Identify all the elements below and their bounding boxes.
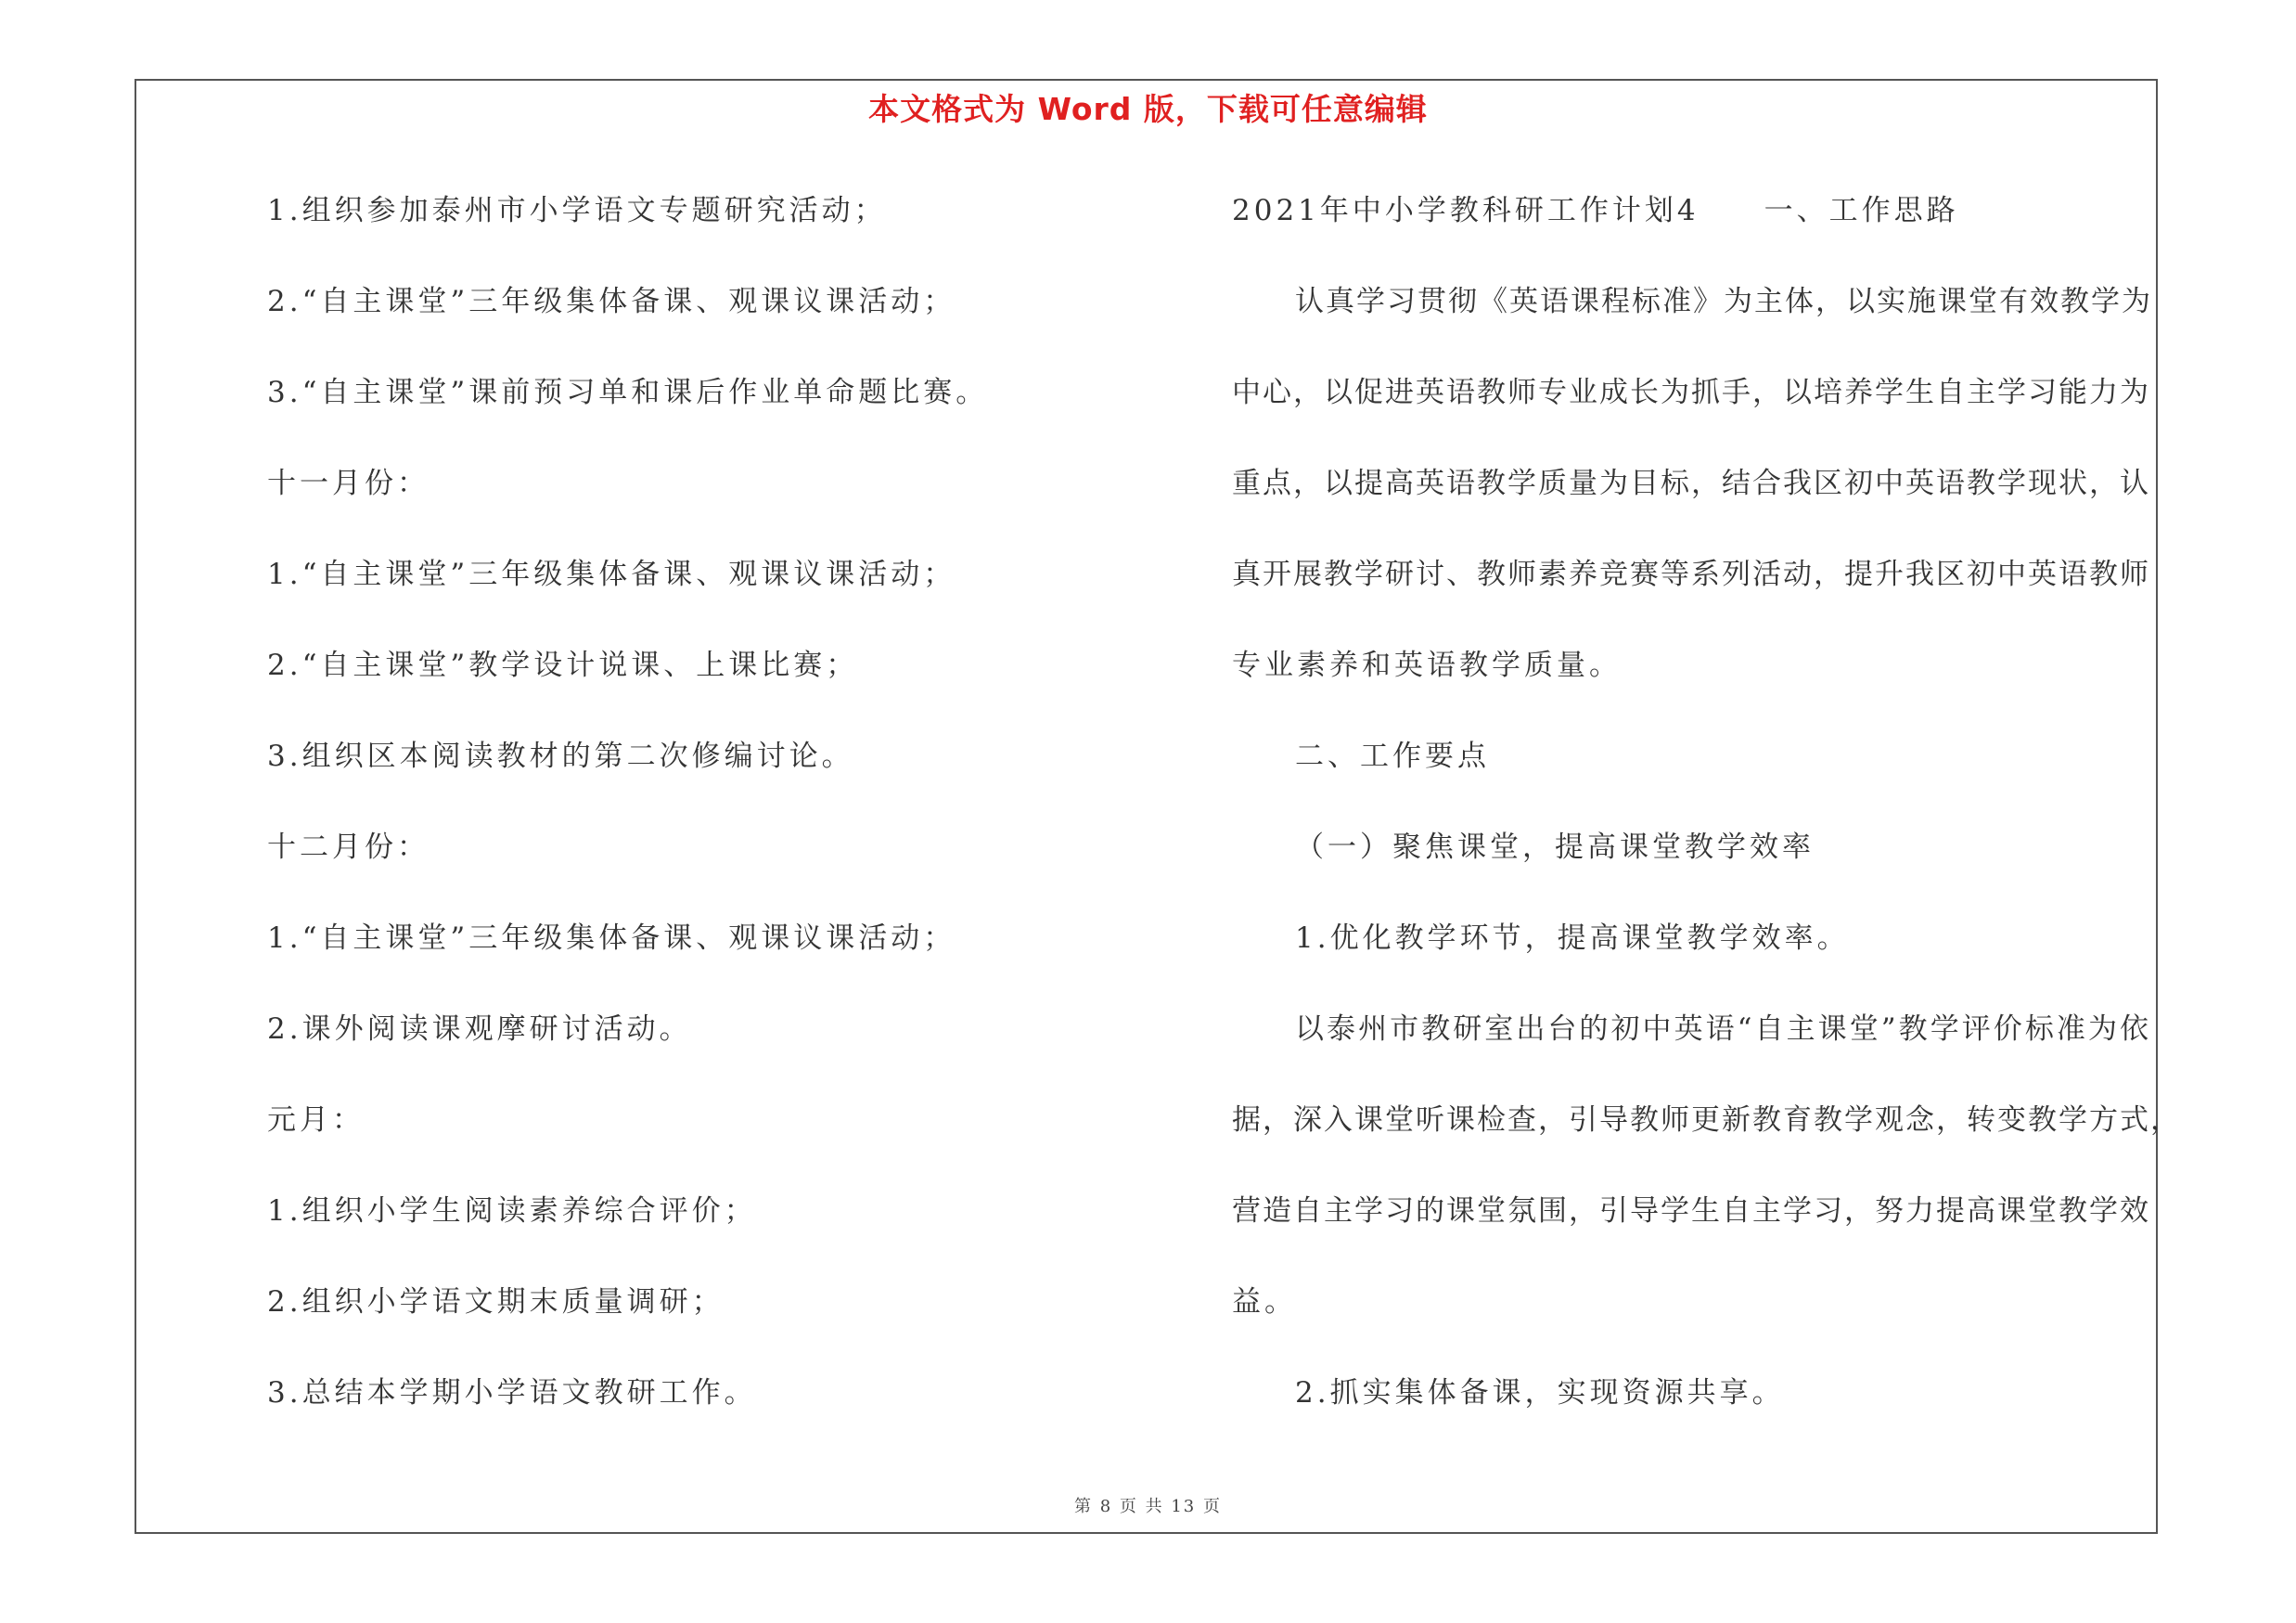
header-banner: 本文格式为 Word 版，下载可任意编辑	[868, 91, 1428, 127]
text-line: 2.“自主课堂”教学设计说课、上课比赛；	[267, 649, 859, 682]
paragraph-line: 以泰州市教研室出台的初中英语“自主课堂”教学评价标准为依	[1295, 1012, 2150, 1046]
paragraph-line: 据，深入课堂听课检查，引导教师更新教育教学观念，转变教学方式，	[1232, 1103, 2181, 1137]
plan-heading-line	[1232, 186, 2150, 277]
paragraph-line: 真开展教学研讨、教师素养竞赛等系列活动，提升我区初中英语教师	[1232, 558, 2150, 591]
item-heading: 1.优化教学环节，提高课堂教学效率。	[1295, 921, 1850, 955]
section-heading-one: 一、工作思路	[1764, 194, 1959, 227]
month-heading-december: 十二月份：	[267, 831, 430, 864]
item-heading: 2.抓实集体备课，实现资源共享。	[1295, 1376, 1785, 1410]
paragraph-line: 益。	[1232, 1285, 1297, 1319]
text-line: 1.“自主课堂”三年级集体备课、观课议课活动；	[267, 921, 956, 955]
section-heading-two: 二、工作要点	[1295, 740, 1490, 773]
plan-title: 2021年中小学教科研工作计划4	[1232, 194, 1700, 227]
left-column	[267, 186, 1158, 1459]
paragraph-line: 营造自主学习的课堂氛围，引导学生自主学习，努力提高课堂教学效	[1232, 1194, 2150, 1228]
text-line: 1.组织小学生阅读素养综合评价；	[267, 1194, 757, 1228]
subsection-heading: （一）聚焦课堂，提高课堂教学效率	[1295, 831, 1815, 864]
paragraph-line: 重点，以提高英语教学质量为目标，结合我区初中英语教学现状，认	[1232, 467, 2150, 500]
right-column	[1232, 186, 2181, 1459]
text-line: 3.组织区本阅读教材的第二次修编讨论。	[267, 740, 854, 773]
paragraph-line: 中心，以促进英语教师专业成长为抓手，以培养学生自主学习能力为	[1232, 376, 2150, 409]
text-line: 3.总结本学期小学语文教研工作。	[267, 1376, 757, 1410]
text-line: 1.组织参加泰州市小学语文专题研究活动；	[267, 194, 887, 227]
page-indicator: 第 8 页 共 13 页	[1074, 1497, 1222, 1516]
paragraph-line: 专业素养和英语教学质量。	[1232, 649, 1622, 682]
month-heading-november: 十一月份：	[267, 467, 430, 500]
text-line: 2.课外阅读课观摩研讨活动。	[267, 1012, 692, 1046]
paragraph-line: 认真学习贯彻《英语课程标准》为主体，以实施课堂有效教学为	[1295, 285, 2152, 318]
text-line: 2.组织小学语文期末质量调研；	[267, 1285, 725, 1319]
text-line: 1.“自主课堂”三年级集体备课、观课议课活动；	[267, 558, 956, 591]
text-line: 3.“自主课堂”课前预习单和课后作业单命题比赛。	[267, 376, 989, 409]
text-line: 2.“自主课堂”三年级集体备课、观课议课活动；	[267, 285, 956, 318]
month-heading-january: 元月：	[267, 1103, 365, 1137]
